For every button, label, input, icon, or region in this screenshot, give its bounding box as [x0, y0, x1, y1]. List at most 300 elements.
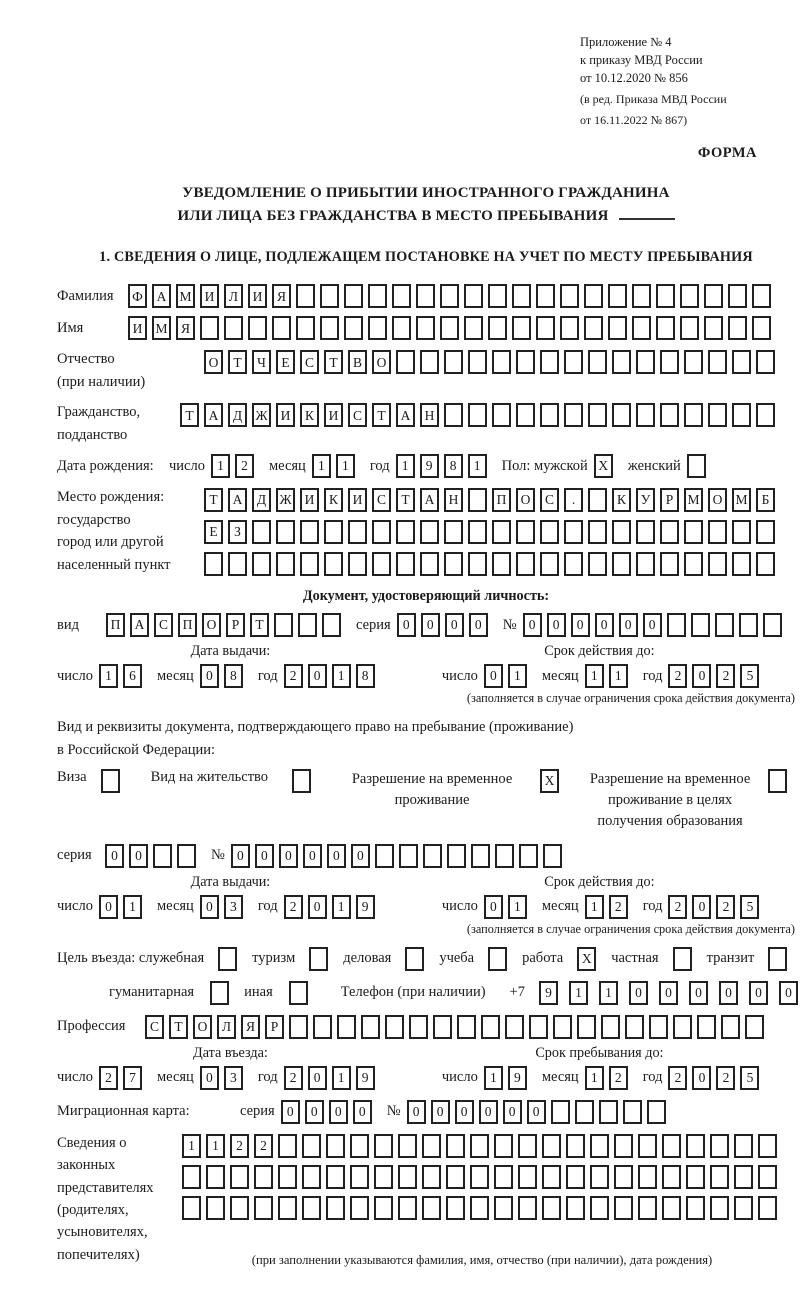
form-cell[interactable]: . [564, 488, 583, 512]
form-cell[interactable]: 1 [569, 981, 588, 1005]
form-cell[interactable]: Р [660, 488, 679, 512]
form-cell[interactable]: О [708, 488, 727, 512]
form-cell[interactable] [516, 552, 535, 576]
form-cell[interactable] [536, 284, 555, 308]
form-cell[interactable] [756, 350, 775, 374]
form-cell[interactable] [444, 350, 463, 374]
form-cell[interactable] [468, 350, 487, 374]
form-cell[interactable]: Т [324, 350, 343, 374]
form-cell[interactable]: И [324, 403, 343, 427]
form-cell[interactable]: 1 [332, 895, 351, 919]
form-cell[interactable] [298, 613, 317, 637]
form-cell[interactable] [529, 1015, 548, 1039]
form-cell[interactable] [440, 284, 459, 308]
form-cell[interactable]: У [636, 488, 655, 512]
form-cell[interactable]: 0 [308, 895, 327, 919]
form-cell[interactable]: 8 [356, 664, 375, 688]
form-cell[interactable] [276, 520, 295, 544]
form-cell[interactable] [758, 1196, 777, 1220]
form-cell[interactable] [686, 1165, 705, 1189]
form-cell[interactable] [625, 1015, 644, 1039]
form-cell[interactable] [728, 316, 747, 340]
form-cell[interactable] [374, 1134, 393, 1158]
form-cell[interactable] [708, 350, 727, 374]
form-cell[interactable] [398, 1196, 417, 1220]
form-cell[interactable] [708, 520, 727, 544]
form-cell[interactable]: Т [204, 488, 223, 512]
form-cell[interactable]: А [228, 488, 247, 512]
form-cell[interactable] [752, 284, 771, 308]
form-cell[interactable] [612, 403, 631, 427]
form-cell[interactable]: 1 [123, 895, 142, 919]
form-cell[interactable]: X [577, 947, 596, 971]
form-cell[interactable] [302, 1165, 321, 1189]
form-cell[interactable] [638, 1196, 657, 1220]
form-cell[interactable]: А [420, 488, 439, 512]
form-cell[interactable] [553, 1015, 572, 1039]
form-cell[interactable] [470, 1134, 489, 1158]
form-cell[interactable] [656, 316, 675, 340]
form-cell[interactable] [734, 1134, 753, 1158]
form-cell[interactable] [758, 1165, 777, 1189]
form-cell[interactable] [468, 403, 487, 427]
form-cell[interactable] [422, 1196, 441, 1220]
form-cell[interactable] [758, 1134, 777, 1158]
form-cell[interactable] [224, 316, 243, 340]
form-cell[interactable]: Е [204, 520, 223, 544]
form-cell[interactable]: 1 [332, 664, 351, 688]
form-cell[interactable] [218, 947, 237, 971]
form-cell[interactable]: 1 [99, 664, 118, 688]
form-cell[interactable]: И [348, 488, 367, 512]
form-cell[interactable] [566, 1134, 585, 1158]
form-cell[interactable]: 9 [356, 1066, 375, 1090]
form-cell[interactable]: 0 [479, 1100, 498, 1124]
form-cell[interactable]: Я [272, 284, 291, 308]
form-cell[interactable]: 1 [508, 664, 527, 688]
form-cell[interactable] [228, 552, 247, 576]
form-cell[interactable] [495, 844, 514, 868]
form-cell[interactable]: И [248, 284, 267, 308]
form-cell[interactable]: А [204, 403, 223, 427]
form-cell[interactable] [662, 1196, 681, 1220]
form-cell[interactable] [577, 1015, 596, 1039]
form-cell[interactable]: Ф [128, 284, 147, 308]
form-cell[interactable] [734, 1165, 753, 1189]
form-cell[interactable] [375, 844, 394, 868]
form-cell[interactable] [684, 403, 703, 427]
form-cell[interactable] [614, 1165, 633, 1189]
form-cell[interactable]: 0 [749, 981, 768, 1005]
form-cell[interactable] [732, 403, 751, 427]
form-cell[interactable]: 9 [356, 895, 375, 919]
form-cell[interactable] [680, 284, 699, 308]
form-cell[interactable] [372, 552, 391, 576]
form-cell[interactable]: 0 [503, 1100, 522, 1124]
form-cell[interactable]: П [178, 613, 197, 637]
form-cell[interactable]: 3 [224, 1066, 243, 1090]
form-cell[interactable] [519, 844, 538, 868]
form-cell[interactable]: Р [226, 613, 245, 637]
form-cell[interactable] [492, 552, 511, 576]
form-cell[interactable] [296, 284, 315, 308]
form-cell[interactable] [518, 1134, 537, 1158]
form-cell[interactable] [768, 947, 787, 971]
form-cell[interactable] [368, 316, 387, 340]
form-cell[interactable]: О [372, 350, 391, 374]
form-cell[interactable]: 1 [312, 454, 331, 478]
form-cell[interactable]: 1 [508, 895, 527, 919]
form-cell[interactable]: 0 [397, 613, 416, 637]
form-cell[interactable]: 0 [353, 1100, 372, 1124]
form-cell[interactable] [468, 520, 487, 544]
form-cell[interactable] [686, 1134, 705, 1158]
form-cell[interactable] [350, 1134, 369, 1158]
form-cell[interactable]: А [152, 284, 171, 308]
form-cell[interactable]: О [202, 613, 221, 637]
form-cell[interactable] [471, 844, 490, 868]
form-cell[interactable] [590, 1134, 609, 1158]
form-cell[interactable] [416, 316, 435, 340]
form-cell[interactable] [416, 284, 435, 308]
form-cell[interactable] [734, 1196, 753, 1220]
form-cell[interactable] [608, 316, 627, 340]
form-cell[interactable] [396, 520, 415, 544]
form-cell[interactable] [632, 316, 651, 340]
form-cell[interactable] [704, 284, 723, 308]
form-cell[interactable]: 1 [609, 664, 628, 688]
form-cell[interactable]: 0 [200, 895, 219, 919]
form-cell[interactable]: З [228, 520, 247, 544]
form-cell[interactable] [623, 1100, 642, 1124]
form-cell[interactable]: 0 [105, 844, 124, 868]
form-cell[interactable] [230, 1165, 249, 1189]
form-cell[interactable]: 0 [692, 664, 711, 688]
form-cell[interactable] [492, 520, 511, 544]
form-cell[interactable] [348, 552, 367, 576]
form-cell[interactable] [433, 1015, 452, 1039]
form-cell[interactable] [296, 316, 315, 340]
form-cell[interactable]: Ж [252, 403, 271, 427]
form-cell[interactable]: 2 [668, 664, 687, 688]
form-cell[interactable] [292, 769, 311, 793]
form-cell[interactable] [182, 1196, 201, 1220]
form-cell[interactable] [612, 520, 631, 544]
form-cell[interactable] [575, 1100, 594, 1124]
form-cell[interactable]: 0 [719, 981, 738, 1005]
form-cell[interactable] [560, 284, 579, 308]
form-cell[interactable]: Т [228, 350, 247, 374]
form-cell[interactable]: 9 [539, 981, 558, 1005]
form-cell[interactable] [392, 316, 411, 340]
form-cell[interactable] [182, 1165, 201, 1189]
form-cell[interactable] [254, 1196, 273, 1220]
form-cell[interactable]: 0 [619, 613, 638, 637]
form-cell[interactable] [444, 552, 463, 576]
form-cell[interactable]: 0 [421, 613, 440, 637]
form-cell[interactable] [662, 1165, 681, 1189]
form-cell[interactable]: 2 [716, 664, 735, 688]
form-cell[interactable]: 0 [779, 981, 798, 1005]
form-cell[interactable] [584, 316, 603, 340]
form-cell[interactable] [686, 1196, 705, 1220]
form-cell[interactable] [494, 1134, 513, 1158]
form-cell[interactable] [274, 613, 293, 637]
form-cell[interactable] [200, 316, 219, 340]
form-cell[interactable]: X [540, 769, 559, 793]
form-cell[interactable] [372, 520, 391, 544]
form-cell[interactable] [588, 520, 607, 544]
form-cell[interactable]: 1 [585, 664, 604, 688]
form-cell[interactable] [446, 1196, 465, 1220]
form-cell[interactable]: С [154, 613, 173, 637]
form-cell[interactable] [153, 844, 172, 868]
form-cell[interactable] [488, 316, 507, 340]
form-cell[interactable]: 1 [468, 454, 487, 478]
form-cell[interactable]: 2 [235, 454, 254, 478]
form-cell[interactable] [715, 613, 734, 637]
form-cell[interactable]: О [204, 350, 223, 374]
form-cell[interactable] [540, 520, 559, 544]
form-cell[interactable] [739, 613, 758, 637]
form-cell[interactable] [697, 1015, 716, 1039]
form-cell[interactable] [272, 316, 291, 340]
form-cell[interactable] [422, 1134, 441, 1158]
form-cell[interactable] [337, 1015, 356, 1039]
form-cell[interactable] [492, 403, 511, 427]
form-cell[interactable] [206, 1165, 225, 1189]
form-cell[interactable] [732, 350, 751, 374]
form-cell[interactable] [481, 1015, 500, 1039]
form-cell[interactable]: Б [756, 488, 775, 512]
form-cell[interactable] [210, 981, 229, 1005]
form-cell[interactable] [608, 284, 627, 308]
form-cell[interactable] [470, 1196, 489, 1220]
form-cell[interactable] [422, 1165, 441, 1189]
form-cell[interactable] [350, 1165, 369, 1189]
form-cell[interactable]: Я [176, 316, 195, 340]
form-cell[interactable] [660, 552, 679, 576]
form-cell[interactable]: 0 [200, 664, 219, 688]
form-cell[interactable] [543, 844, 562, 868]
form-cell[interactable] [348, 520, 367, 544]
form-cell[interactable] [518, 1196, 537, 1220]
form-cell[interactable] [505, 1015, 524, 1039]
form-cell[interactable] [326, 1196, 345, 1220]
form-cell[interactable] [399, 844, 418, 868]
form-cell[interactable]: К [300, 403, 319, 427]
form-cell[interactable]: 2 [284, 664, 303, 688]
form-cell[interactable] [324, 552, 343, 576]
form-cell[interactable]: 0 [308, 1066, 327, 1090]
form-cell[interactable] [374, 1165, 393, 1189]
form-cell[interactable]: П [106, 613, 125, 637]
form-cell[interactable]: Ч [252, 350, 271, 374]
form-cell[interactable] [588, 403, 607, 427]
form-cell[interactable] [278, 1196, 297, 1220]
form-cell[interactable] [468, 488, 487, 512]
form-cell[interactable] [660, 350, 679, 374]
form-cell[interactable] [494, 1165, 513, 1189]
form-cell[interactable]: И [200, 284, 219, 308]
form-cell[interactable]: 0 [484, 664, 503, 688]
form-cell[interactable] [638, 1165, 657, 1189]
form-cell[interactable]: 1 [585, 1066, 604, 1090]
form-cell[interactable]: 0 [351, 844, 370, 868]
form-cell[interactable]: X [594, 454, 613, 478]
form-cell[interactable]: 8 [444, 454, 463, 478]
form-cell[interactable]: 0 [445, 613, 464, 637]
form-cell[interactable] [756, 403, 775, 427]
form-cell[interactable] [768, 769, 787, 793]
form-cell[interactable]: И [128, 316, 147, 340]
form-cell[interactable]: С [372, 488, 391, 512]
form-cell[interactable] [542, 1165, 561, 1189]
form-cell[interactable] [656, 284, 675, 308]
form-cell[interactable] [446, 1134, 465, 1158]
form-cell[interactable] [488, 947, 507, 971]
form-cell[interactable] [540, 350, 559, 374]
form-cell[interactable] [542, 1196, 561, 1220]
form-cell[interactable]: О [193, 1015, 212, 1039]
form-cell[interactable] [710, 1196, 729, 1220]
form-cell[interactable] [632, 284, 651, 308]
form-cell[interactable] [566, 1196, 585, 1220]
form-cell[interactable] [660, 403, 679, 427]
form-cell[interactable] [732, 520, 751, 544]
form-cell[interactable]: 2 [254, 1134, 273, 1158]
form-cell[interactable]: 0 [231, 844, 250, 868]
form-cell[interactable]: 9 [508, 1066, 527, 1090]
form-cell[interactable] [756, 520, 775, 544]
form-cell[interactable] [721, 1015, 740, 1039]
form-cell[interactable]: 1 [336, 454, 355, 478]
form-cell[interactable]: 1 [332, 1066, 351, 1090]
form-cell[interactable]: 3 [224, 895, 243, 919]
form-cell[interactable]: 0 [692, 1066, 711, 1090]
form-cell[interactable]: 0 [571, 613, 590, 637]
form-cell[interactable] [206, 1196, 225, 1220]
form-cell[interactable] [440, 316, 459, 340]
form-cell[interactable] [516, 520, 535, 544]
form-cell[interactable] [409, 1015, 428, 1039]
form-cell[interactable]: 2 [284, 1066, 303, 1090]
form-cell[interactable]: И [300, 488, 319, 512]
form-cell[interactable]: 8 [224, 664, 243, 688]
form-cell[interactable]: 0 [689, 981, 708, 1005]
form-cell[interactable]: Н [420, 403, 439, 427]
form-cell[interactable] [320, 284, 339, 308]
form-cell[interactable] [710, 1165, 729, 1189]
form-cell[interactable]: 0 [431, 1100, 450, 1124]
form-cell[interactable] [763, 613, 782, 637]
form-cell[interactable] [710, 1134, 729, 1158]
form-cell[interactable]: 0 [629, 981, 648, 1005]
form-cell[interactable]: 5 [740, 664, 759, 688]
form-cell[interactable] [590, 1165, 609, 1189]
form-cell[interactable]: К [324, 488, 343, 512]
form-cell[interactable] [374, 1196, 393, 1220]
form-cell[interactable] [392, 284, 411, 308]
form-cell[interactable] [660, 520, 679, 544]
form-cell[interactable] [516, 403, 535, 427]
form-cell[interactable]: Р [265, 1015, 284, 1039]
form-cell[interactable] [326, 1165, 345, 1189]
form-cell[interactable] [588, 488, 607, 512]
form-cell[interactable] [647, 1100, 666, 1124]
form-cell[interactable] [588, 552, 607, 576]
form-cell[interactable] [444, 520, 463, 544]
form-cell[interactable] [540, 552, 559, 576]
form-cell[interactable] [405, 947, 424, 971]
form-cell[interactable]: 2 [716, 895, 735, 919]
form-cell[interactable]: 0 [484, 895, 503, 919]
form-cell[interactable] [564, 350, 583, 374]
form-cell[interactable] [708, 403, 727, 427]
form-cell[interactable]: Л [217, 1015, 236, 1039]
form-cell[interactable] [638, 1134, 657, 1158]
form-cell[interactable] [536, 316, 555, 340]
form-cell[interactable] [551, 1100, 570, 1124]
form-cell[interactable]: 7 [123, 1066, 142, 1090]
form-cell[interactable]: 5 [740, 895, 759, 919]
form-cell[interactable] [344, 284, 363, 308]
form-cell[interactable] [673, 1015, 692, 1039]
form-cell[interactable] [252, 552, 271, 576]
form-cell[interactable] [512, 316, 531, 340]
form-cell[interactable] [684, 552, 703, 576]
form-cell[interactable] [447, 844, 466, 868]
form-cell[interactable]: 0 [407, 1100, 426, 1124]
form-cell[interactable] [278, 1165, 297, 1189]
form-cell[interactable]: 0 [281, 1100, 300, 1124]
form-cell[interactable] [599, 1100, 618, 1124]
form-cell[interactable] [564, 552, 583, 576]
form-cell[interactable] [252, 520, 271, 544]
form-cell[interactable] [728, 284, 747, 308]
form-cell[interactable] [457, 1015, 476, 1039]
form-cell[interactable]: 1 [599, 981, 618, 1005]
form-cell[interactable] [444, 403, 463, 427]
form-cell[interactable] [300, 552, 319, 576]
form-cell[interactable]: Д [252, 488, 271, 512]
form-cell[interactable]: В [348, 350, 367, 374]
form-cell[interactable] [680, 316, 699, 340]
form-cell[interactable] [636, 350, 655, 374]
form-cell[interactable]: С [348, 403, 367, 427]
form-cell[interactable]: А [130, 613, 149, 637]
form-cell[interactable]: Е [276, 350, 295, 374]
form-cell[interactable] [687, 454, 706, 478]
form-cell[interactable]: Т [250, 613, 269, 637]
form-cell[interactable]: 0 [523, 613, 542, 637]
form-cell[interactable]: С [540, 488, 559, 512]
form-cell[interactable]: 0 [303, 844, 322, 868]
form-cell[interactable]: 2 [668, 895, 687, 919]
form-cell[interactable]: М [684, 488, 703, 512]
form-cell[interactable] [302, 1134, 321, 1158]
form-cell[interactable]: 0 [255, 844, 274, 868]
form-cell[interactable] [560, 316, 579, 340]
form-cell[interactable]: 1 [484, 1066, 503, 1090]
form-cell[interactable] [289, 1015, 308, 1039]
form-cell[interactable] [667, 613, 686, 637]
form-cell[interactable] [612, 552, 631, 576]
form-cell[interactable] [612, 350, 631, 374]
form-cell[interactable]: Ж [276, 488, 295, 512]
form-cell[interactable] [732, 552, 751, 576]
form-cell[interactable] [494, 1196, 513, 1220]
